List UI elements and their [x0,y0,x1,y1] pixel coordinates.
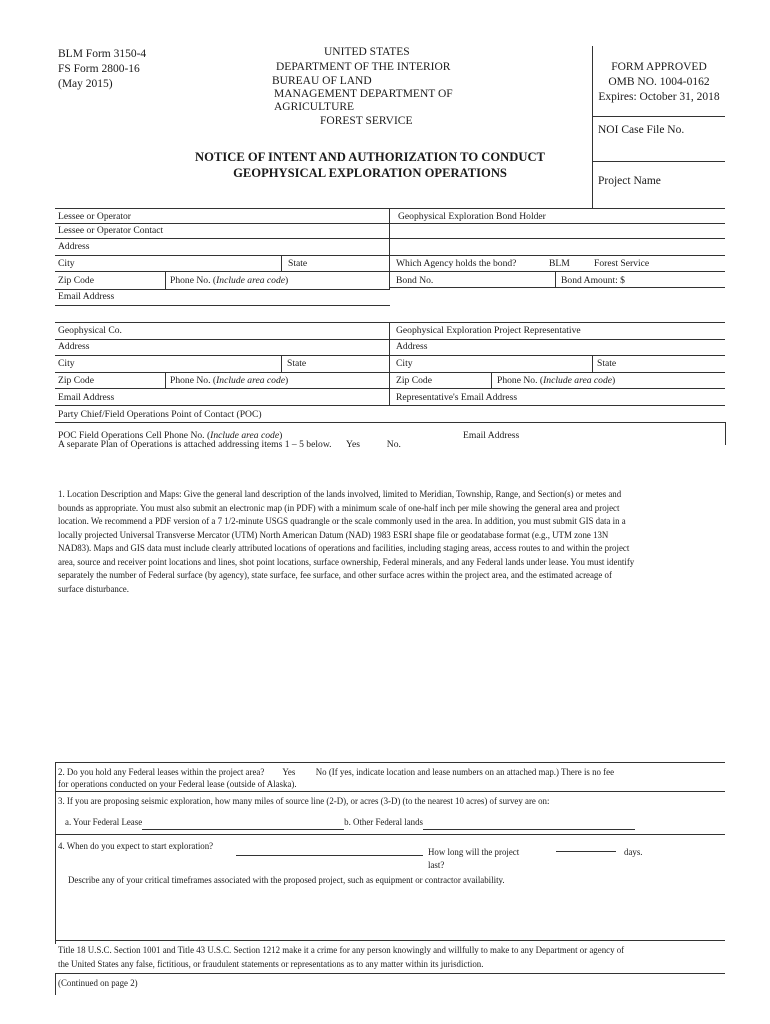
item-2-federal-leases [58,766,723,790]
rep-email-label: Representative's Email Address [396,392,518,403]
other-federal-lands-label: b. Other Federal lands [344,817,424,827]
item-1-line: NAD83). Maps and GIS data must include clearly attributed locations of operations and facilities, including staging areas, access routes to and within the project [58,543,630,553]
how-long-line-2: last? [428,859,445,870]
form-title [140,149,600,181]
forest-service-option[interactable]: Forest Service [594,258,650,269]
plan-no-option[interactable]: No. [386,439,401,450]
expiration-date: Expires: October 31, 2018 [598,91,720,103]
rep-phone-label: Phone No. (Include area code) [497,375,616,386]
bond-amount-label: Bond Amount: $ [561,275,625,286]
item-2-yes-option[interactable]: Yes [282,767,296,777]
item-4-describe-timeframes: Describe any of your critical timeframes associated with the proposed project, such as equipment or contractor availability. [68,875,505,885]
agency-block [258,45,488,129]
lessee-city-label: City [58,258,75,269]
plan-yes-option[interactable]: Yes [345,439,360,450]
form-approved-block [596,60,722,105]
lessee-address-label: Address [58,241,90,252]
agency-line: AGRICULTURE [274,101,355,113]
blm-form-number: BLM Form 3150-4 [58,48,147,60]
company-city-label: City [58,358,75,369]
rep-state-label: State [597,358,617,369]
item-1-line: 1. Location Description and Maps: Give the general land description of the lands involved, limited to Meridian, Township, Range, and Section(s) or metes and [58,489,622,499]
plan-of-operations-text: A separate Plan of Operations is attached addressing items 1 – 5 below. [58,439,332,450]
bond-number-label: Bond No. [396,275,434,286]
lessee-operator-label: Lessee or Operator [58,211,131,222]
item-1-line: surface disturbance. [58,583,129,594]
form-identifiers [58,47,146,92]
agency-line: BUREAU OF LAND [272,75,372,87]
poc-label: Party Chief/Field Operations Point of Contact (POC) [58,409,262,420]
company-address-label: Address [58,341,90,352]
your-federal-lease-field[interactable] [142,819,344,830]
item-1-line: area, source and receiver point locations and lines, shot point locations, surface ownership, Federal minerals, and any Federal lands under lease. You must identify [58,556,635,567]
company-email-label: Email Address [58,392,115,403]
days-label: days. [624,847,643,857]
agency-line: UNITED STATES [324,46,410,58]
item-1-line: separately the number of Federal surface (by agency), state surface, fee surface, and other surface acres within the project area, and the estimated acreage of [58,570,612,580]
rep-city-label: City [396,358,413,369]
item-1-line: bounds as appropriate. You must also submit an electronic map (in PDF) with a minimum scale of one-half inch per mile showing the general area and project [58,502,620,513]
geophysical-company-label: Geophysical Co. [58,325,122,336]
plan-of-operations-row [58,439,401,451]
your-federal-lease-label: a. Your Federal Lease [65,817,143,827]
poc-email-label: Email Address [463,430,520,441]
project-representative-label: Geophysical Exploration Project Representative [396,325,581,336]
how-long-line-1: How long will the project [428,847,520,857]
legal-notice-line: Title 18 U.S.C. Section 1001 and Title 43 U.S.C. Section 1212 make it a crime for any person knowingly and willfully to make to any Department or agency of [58,945,625,955]
company-zip-label: Zip Code [58,375,94,386]
lessee-state-label: State [288,258,308,269]
omb-number: OMB NO. 1004-0162 [608,76,710,88]
item-4-duration-question [428,846,519,871]
noi-case-file-label: NOI Case File No. [598,124,685,136]
lessee-contact-label: Lessee or Operator Contact [58,225,164,236]
lessee-phone-label: Phone No. (Include area code) [170,275,289,286]
form-date: (May 2015) [58,78,113,90]
item-2-question: 2. Do you hold any Federal leases within the project area? [58,767,265,777]
item-1-line: location. We recommend a PDF version of a 7 1/2-minute USGS quadrangle or the scale commonly used in the area. In addition, you must submit GIS data in a [58,516,626,526]
other-federal-lands-field[interactable] [423,819,635,830]
rep-zip-label: Zip Code [396,375,432,386]
item-1-line: locally projected Universal Transverse Mercator (UTM) North American Datum (NAD) 1983 ESRI shape file or geodatabase format (e.g., UTM zone 13N [58,529,609,540]
form-approved: FORM APPROVED [611,61,707,73]
title-line-2: GEOPHYSICAL EXPLORATION OPERATIONS [233,166,507,180]
continued-on-page-2: (Continued on page 2) [58,978,138,988]
rep-address-label: Address [396,341,428,352]
legal-notice-line: the United States any false, fictitious, or fraudulent statements or representations as to any matter within its jurisdiction. [58,958,484,969]
item-3-seismic-question: 3. If you are proposing seismic exploration, how many miles of source line (2-D), or acres (3-D) (to the nearest 10 acres) of survey are on: [58,796,550,806]
agency-line: DEPARTMENT OF THE INTERIOR [276,61,451,73]
agency-line: MANAGEMENT DEPARTMENT OF [274,88,453,100]
item-3-lease-fields [65,816,635,830]
item-2-details: No (If yes, indicate location and lease numbers on an attached map.) There is no fee [315,767,615,777]
company-phone-label: Phone No. (Include area code) [170,375,289,386]
lessee-zip-label: Zip Code [58,275,94,286]
legal-notice [58,944,723,971]
item-4-start-question: 4. When do you expect to start exploration? [58,841,214,851]
company-state-label: State [287,358,307,369]
title-line-1: NOTICE OF INTENT AND AUTHORIZATION TO CONDUCT [195,150,545,164]
blm-option[interactable]: BLM [549,258,570,269]
item-2-fee-note: for operations conducted on your Federal lease (outside of Alaska). [58,779,297,789]
item-1-location-description [58,488,728,596]
bond-holder-label: Geophysical Exploration Bond Holder [398,211,546,222]
poc-phone-label: POC Field Operations Cell Phone No. (Include area code) [58,430,283,441]
which-agency-label: Which Agency holds the bond? [396,258,517,269]
lessee-email-label: Email Address [58,291,115,302]
project-name-label: Project Name [598,175,661,187]
fs-form-number: FS Form 2800-16 [58,63,140,75]
agency-line: FOREST SERVICE [320,115,413,127]
